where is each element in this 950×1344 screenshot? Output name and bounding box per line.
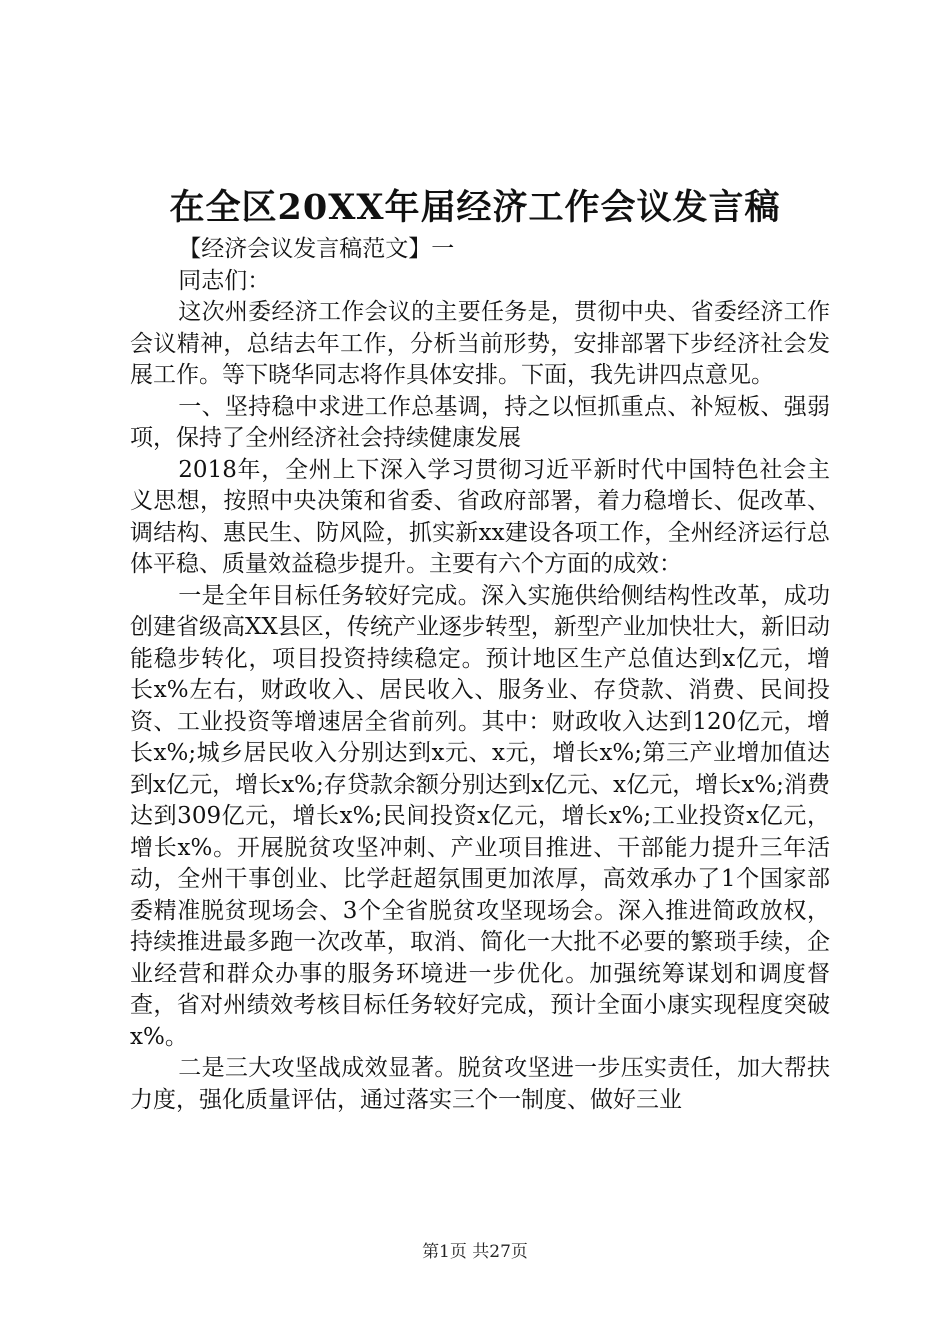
paragraph-achievement-2: 二是三大攻坚战成效显著。脱贫攻坚进一步压实责任，加大帮扶力度，强化质量评估，通过落实三个一制度、做好三业 <box>130 1055 830 1113</box>
paragraph-section-heading-1: 一、坚持稳中求进工作总基调，持之以恒抓重点、补短板、强弱项，保持了全州经济社会持续健康发展 <box>130 393 830 451</box>
paragraph-2018-summary: 2018年，全州上下深入学习贯彻习近平新时代中国特色社会主义思想，按照中央决策和省委、省政府部署，着力稳增长、促改革、调结构、惠民生、防风险，抓实新xx建设各项工作，全州经济运行总体平稳、质量效益稳步提升。主要有六个方面的成效： <box>130 456 830 577</box>
paragraph-achievement-1: 一是全年目标任务较好完成。深入实施供给侧结构性改革，成功创建省级高XX县区，传统产业逐步转型，新型产业加快壮大，新旧动能稳步转化，项目投资持续稳定。预计地区生产总值达到x亿元，增长x%左右，财政收入、居民收入、服务业、存贷款、消费、民间投资、工业投资等增速居全省前列。其中：财政收入达到120亿元，增长x%;城乡居民收入分别达到x元、x元，增长x%;第三产业增加值达到x亿元，增长x%;存贷款余额分别达到x亿元、x亿元，增长x%;消费达到309亿元，增长x%;民间投资x亿元，增长x%;工业投资x亿元，增长x%。开展脱贫攻坚冲刺、产业项目推进、干部能力提升三年活动，全州干事创业、比学赶超氛围更加浓厚，高效承办了1个国家部委精准脱贫现场会、3个全省脱贫攻坚现场会。深入推进简政放权，持续推进最多跑一次改革，取消、简化一大批不必要的繁琐手续，企业经营和群众办事的服务环境进一步优化。加强统筹谋划和调度督查，省对州绩效考核目标任务较好完成，预计全面小康实现程度突破x%。 <box>130 582 830 1050</box>
paragraph-salutation: 同志们： <box>178 267 271 294</box>
paragraph-subtitle: 【经济会议发言稿范文】一 <box>178 236 455 262</box>
page-number-footer: 第1页 共27页 <box>422 1242 528 1262</box>
document-body <box>130 234 830 1116</box>
document-title: 在全区20XX年届经济工作会议发言稿 <box>169 187 781 228</box>
paragraph-intro: 这次州委经济工作会议的主要任务是，贯彻中央、省委经济工作会议精神，总结去年工作，分析当前形势，安排部署下步经济社会发展工作。等下晓华同志将作具体安排。下面，我先讲四点意见。 <box>130 299 830 388</box>
